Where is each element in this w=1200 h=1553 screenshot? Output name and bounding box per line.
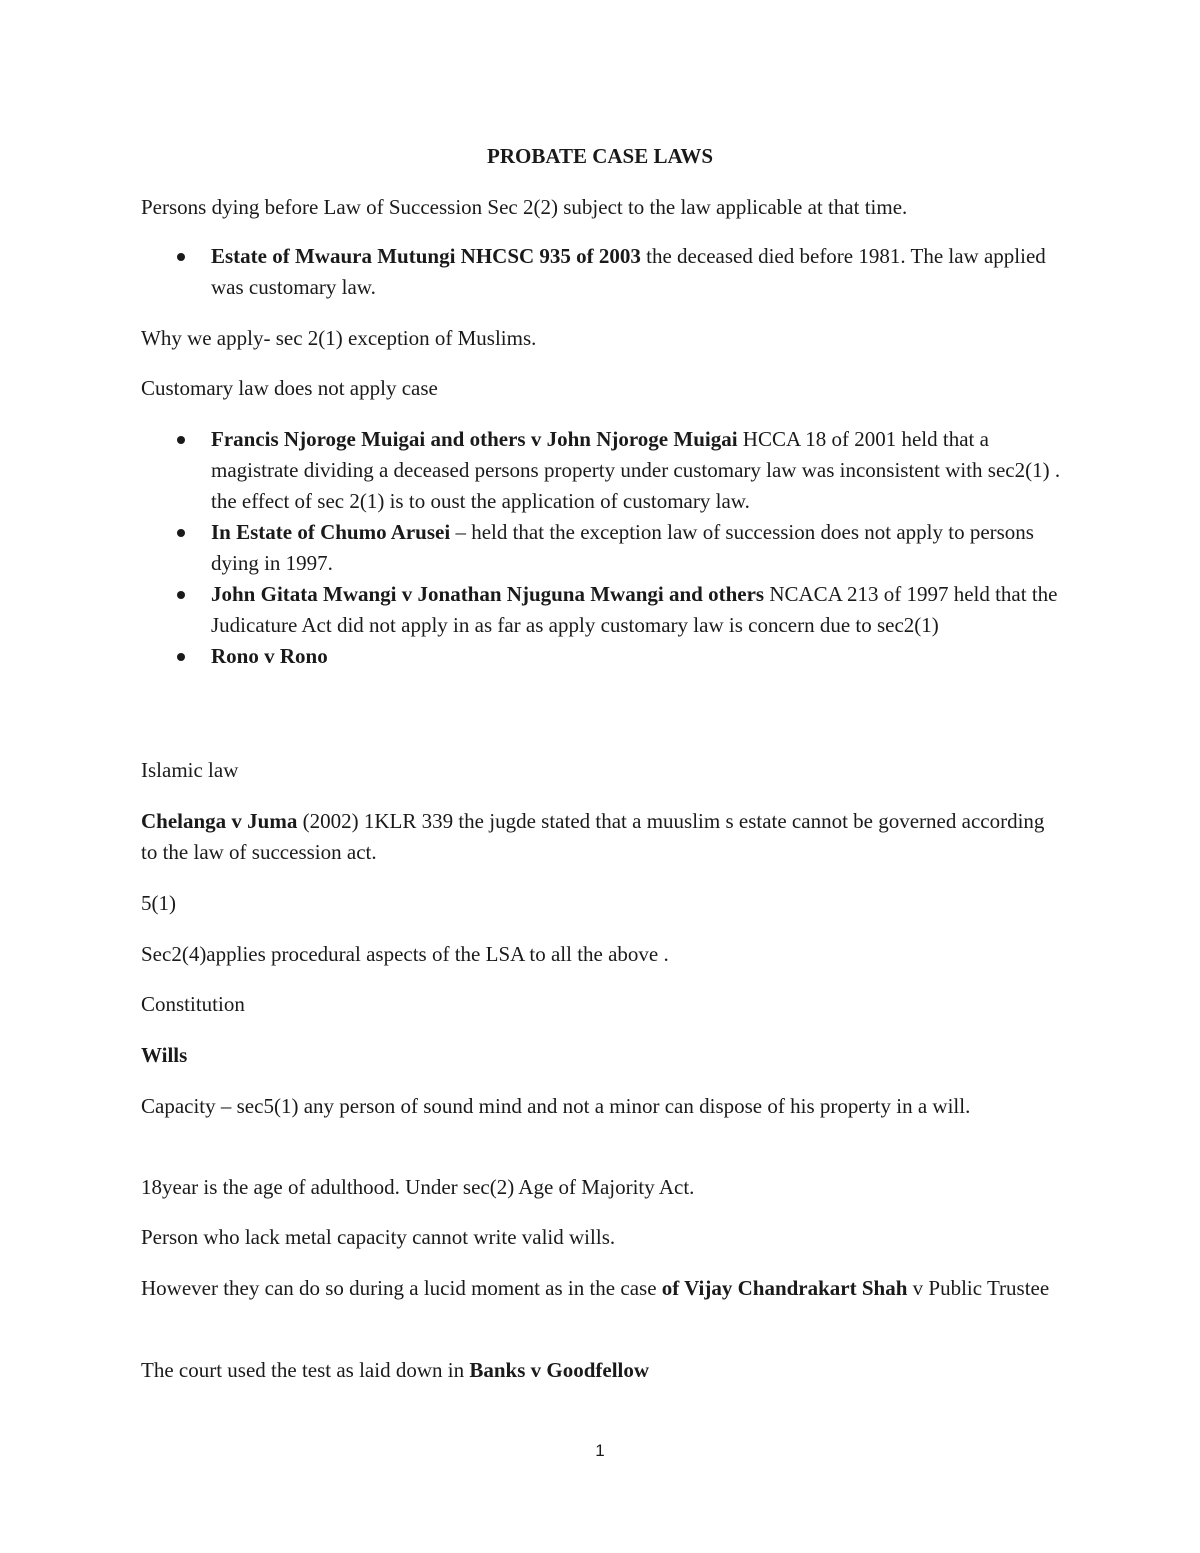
bullet-icon: [177, 436, 185, 444]
paragraph-adulthood: 18year is the age of adulthood. Under sec(2) Age of Majority Act.: [141, 1175, 695, 1199]
paragraph-test: [141, 1355, 1061, 1386]
case-text: NCACA 213 of 1997 held that the Judicature Act did not apply in as far as apply customary law is concern due to sec2(1): [211, 582, 1058, 637]
paragraph-customary: Customary law does not apply case: [141, 376, 438, 400]
paragraph-intro: Persons dying before Law of Succession Sec 2(2) subject to the law applicable at that time.: [141, 195, 908, 219]
page-number: 1: [595, 1441, 605, 1460]
bullet-icon: [177, 591, 185, 599]
bullet-icon: [177, 653, 185, 661]
paragraph-section-5-1: 5(1): [141, 891, 176, 915]
paragraph-mental-capacity: Person who lack metal capacity cannot write valid wills.: [141, 1225, 616, 1249]
case-name: In Estate of Chumo Arusei: [211, 520, 451, 544]
case-name: Francis Njoroge Muigai and others v John Njoroge Muigai: [211, 427, 738, 451]
paragraph-text: However they can do so during a lucid moment as in the case: [141, 1276, 662, 1300]
case-text: – held that the exception law of succession does not apply to persons dying in 1997.: [211, 520, 1034, 575]
paragraph-sec2-4: Sec2(4)applies procedural aspects of the LSA to all the above .: [141, 942, 669, 966]
list-item: [141, 424, 1061, 517]
paragraph-lucid-moment: [141, 1273, 1061, 1304]
case-text: the deceased died before 1981. The law applied was customary law.: [211, 244, 1046, 299]
bullet-icon: [177, 253, 185, 261]
paragraph-capacity: Capacity – sec5(1) any person of sound mind and not a minor can dispose of his property in a will.: [141, 1094, 971, 1118]
case-name: John Gitata Mwangi v Jonathan Njuguna Mwangi and others: [211, 582, 765, 606]
paragraph-text: The court used the test as laid down in: [141, 1358, 470, 1382]
bullet-list-2: [141, 424, 1061, 672]
case-text: (2002) 1KLR 339 the jugde stated that a muuslim s estate cannot be governed according to the law of succession act.: [141, 809, 1045, 864]
case-name: of Vijay Chandrakart Shah: [661, 1276, 908, 1300]
paragraph-chelanga: [141, 806, 1061, 868]
heading-constitution: Constitution: [141, 992, 245, 1016]
heading-islamic-law: Islamic law: [141, 758, 239, 782]
list-item: [141, 517, 1061, 579]
case-name: Rono v Rono: [211, 644, 328, 668]
paragraph-text: v Public Trustee: [907, 1276, 1050, 1300]
case-name: Chelanga v Juma: [141, 809, 298, 833]
case-name: Estate of Mwaura Mutungi NHCSC 935 of 2003: [211, 244, 641, 268]
list-item: [141, 641, 1061, 672]
document-title: PROBATE CASE LAWS: [487, 144, 713, 168]
list-item: [141, 579, 1061, 641]
bullet-icon: [177, 529, 185, 537]
heading-wills: Wills: [141, 1043, 188, 1067]
case-name: Banks v Goodfellow: [469, 1358, 650, 1382]
bullet-list-1: [141, 241, 1061, 303]
case-text: HCCA 18 of 2001 held that a magistrate dividing a deceased persons property under customary law was inconsistent with sec2(1) . the effect of sec 2(1) is to oust the application of customary law.: [211, 427, 1061, 513]
paragraph-why-apply: Why we apply- sec 2(1) exception of Muslims.: [141, 326, 537, 350]
list-item: [141, 241, 1061, 303]
